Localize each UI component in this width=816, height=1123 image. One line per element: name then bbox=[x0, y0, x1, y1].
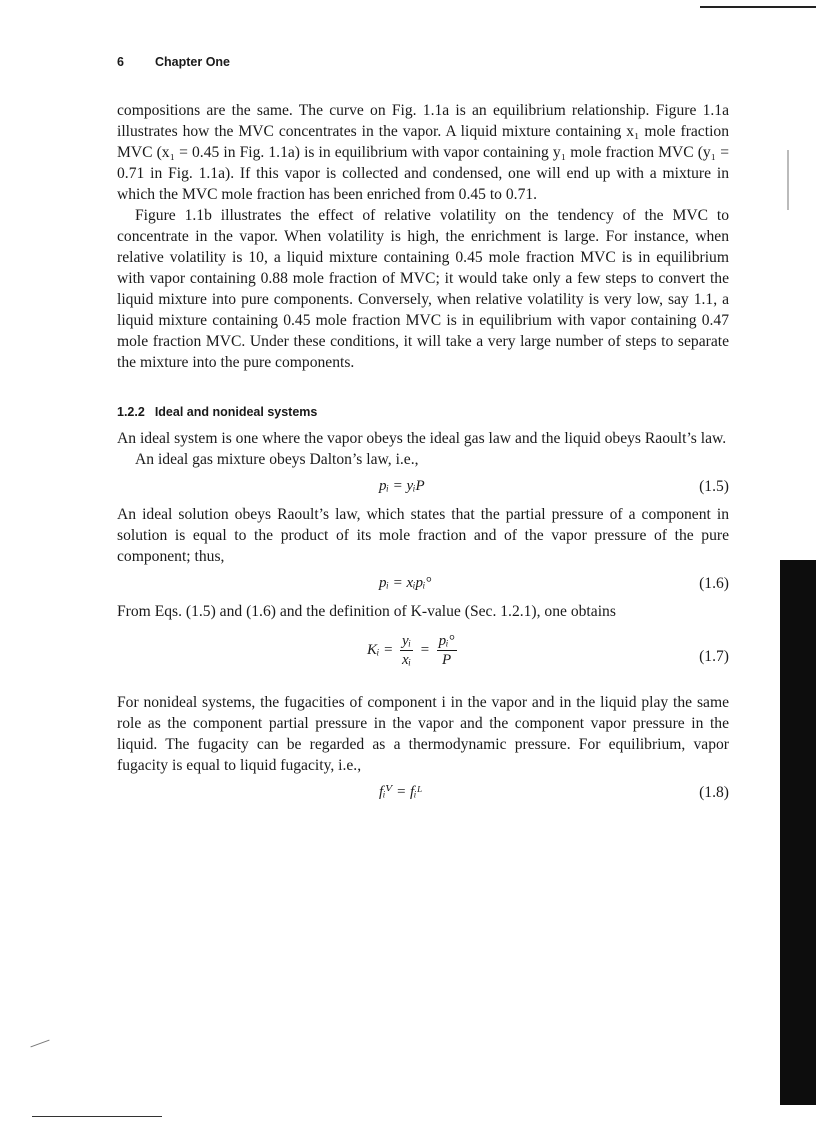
body-text bbox=[117, 100, 729, 810]
margin-mark bbox=[787, 150, 789, 210]
eq-rhs: yᵢP bbox=[406, 478, 425, 494]
denominator: P bbox=[442, 652, 452, 668]
equation-1-7 bbox=[117, 622, 729, 692]
chapter-title: Chapter One bbox=[155, 55, 231, 69]
eq-op: = bbox=[392, 575, 403, 591]
eq-lhs: fᵢⱽ bbox=[379, 784, 393, 800]
top-rule bbox=[700, 6, 816, 8]
page-number: 6 bbox=[117, 55, 124, 69]
paragraph: An ideal gas mixture obeys Dalton’s law, i.e., bbox=[135, 451, 419, 468]
paragraph: An ideal system is one where the vapor obeys the ideal gas law and the liquid obeys Raoult’s law. bbox=[117, 430, 727, 447]
paragraph: compositions are the same. The curve on Fig. 1.1a is an equilibrium relationship. Figure 1.1a illustrates how the MVC concentrates in the vapor. A liquid mixture containing x₁ mole fraction MVC (x₁ = 0.45 in Fig. 1.1a) is in equilibrium with vapor containing y₁ mole fraction MVC (y₁ = 0.71 in Fig. 1.1a). If this vapor is collected and condensed, one will end up with a mixture in which the MVC mole fraction has been enriched from 0.45 to 0.71. bbox=[117, 102, 729, 203]
scan-edge-bar bbox=[780, 560, 816, 1105]
stray-mark bbox=[30, 1040, 49, 1048]
equation-1-6 bbox=[117, 567, 729, 601]
eq-rhs: xᵢpᵢ° bbox=[406, 575, 432, 591]
equation-1-8 bbox=[117, 776, 729, 810]
eq-lhs: pᵢ bbox=[379, 575, 389, 591]
denominator: xᵢ bbox=[402, 652, 412, 668]
eq-lhs: Kᵢ bbox=[367, 641, 380, 658]
paragraph: An ideal solution obeys Raoult’s law, which states that the partial pressure of a component in solution is equal to the product of its mole fraction and of the vapor pressure of the pure component; thus, bbox=[117, 506, 729, 565]
numerator: yᵢ bbox=[402, 633, 412, 649]
eq-op: = bbox=[396, 784, 407, 800]
section-heading bbox=[117, 402, 729, 423]
eq-lhs: pᵢ bbox=[379, 478, 389, 494]
eq-rhs: fᵢᴸ bbox=[409, 784, 423, 800]
eq-op: = bbox=[383, 641, 394, 658]
bottom-rule bbox=[32, 1116, 162, 1117]
equation-number: (1.8) bbox=[699, 784, 729, 801]
fraction bbox=[400, 632, 413, 669]
numerator: pᵢ° bbox=[438, 633, 455, 649]
paragraph: For nonideal systems, the fugacities of component i in the vapor and in the liquid play the same role as the component partial pressure in the vapor and the component vapor pressure in the liquid. The fugacity can be regarded as a thermodynamic pressure. For equilibrium, vapor fugacity is equal to liquid fugacity, i.e., bbox=[117, 694, 729, 774]
paragraph: From Eqs. (1.5) and (1.6) and the definition of K-value (Sec. 1.2.1), one obtains bbox=[117, 603, 616, 620]
section-title: Ideal and nonideal systems bbox=[154, 405, 318, 419]
fraction bbox=[437, 632, 457, 669]
equation-number: (1.6) bbox=[699, 575, 729, 592]
equation-number: (1.5) bbox=[699, 478, 729, 495]
section-number: 1.2.2 bbox=[117, 405, 145, 419]
eq-op: = bbox=[419, 641, 430, 658]
equation-number: (1.7) bbox=[699, 648, 729, 665]
running-head bbox=[117, 55, 230, 69]
paragraph: Figure 1.1b illustrates the effect of relative volatility on the tendency of the MVC to concentrate in the vapor. When volatility is high, the enrichment is large. For instance, when relative volatility is 10, a liquid mixture containing 0.45 mole fraction MVC is in equilibrium with vapor containing 0.88 mole fraction of MVC; it would take only a few steps to convert the liquid mixture into pure components. Conversely, when relative volatility is very low, say 1.1, a liquid mixture containing 0.45 mole fraction MVC is in equilibrium with vapor containing 0.47 mole fraction MVC. Under these conditions, it will take a very large number of steps to separate the mixture into the pure components. bbox=[117, 207, 729, 371]
equation-1-5 bbox=[117, 470, 729, 504]
eq-op: = bbox=[392, 478, 403, 494]
